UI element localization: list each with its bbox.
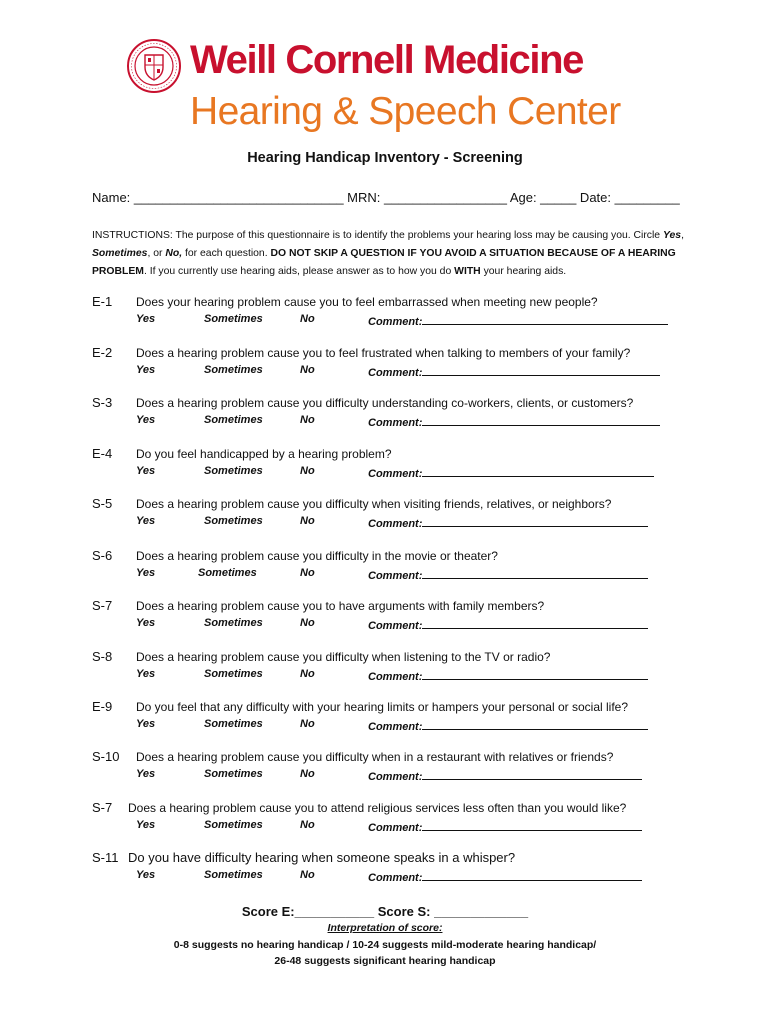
answer-no[interactable]: No xyxy=(300,617,315,629)
question-code: S-7 xyxy=(92,800,113,815)
comment-blank[interactable] xyxy=(422,567,648,579)
question-code: S-10 xyxy=(92,749,120,764)
question-text: Does your hearing problem cause you to feel embarrassed when meeting new people? xyxy=(136,295,598,309)
answer-sometimes[interactable]: Sometimes xyxy=(204,465,263,477)
question-text: Does a hearing problem cause you difficulty when listening to the TV or radio? xyxy=(136,650,551,664)
comment-blank[interactable] xyxy=(422,515,648,527)
comment-field[interactable] xyxy=(368,313,668,328)
question-item xyxy=(92,598,712,638)
answer-yes[interactable]: Yes xyxy=(136,313,156,325)
comment-label: Comment: xyxy=(368,367,423,379)
instructions-warning: DO NOT SKIP A QUESTION IF YOU AVOID A SITUATION BECAUSE OF A HEARING PROBLEM xyxy=(92,248,676,277)
comment-blank[interactable] xyxy=(422,768,642,780)
answer-no[interactable]: No xyxy=(300,515,315,527)
answer-sometimes[interactable]: Sometimes xyxy=(204,668,263,680)
interpretation-line: 26-48 suggests significant hearing handicap xyxy=(274,955,496,967)
patient-info-line: Name: _____________________________ MRN: _________________ Age: _____ Date: _________ xyxy=(92,190,680,205)
question-code: E-9 xyxy=(92,699,113,714)
answer-sometimes[interactable]: Sometimes xyxy=(204,414,263,426)
answer-yes[interactable]: Yes xyxy=(136,515,156,527)
question-text: Do you feel that any difficulty with your hearing limits or hampers your personal or social life? xyxy=(136,700,629,714)
question-item xyxy=(92,649,712,689)
interpretation-line: 0-8 suggests no hearing handicap / 10-24 suggests mild-moderate hearing handicap/ xyxy=(173,939,597,951)
answer-sometimes[interactable]: Sometimes xyxy=(204,768,263,780)
answer-no[interactable]: No xyxy=(300,869,315,881)
question-code: E-2 xyxy=(92,345,113,360)
comment-blank[interactable] xyxy=(422,718,648,730)
comment-field[interactable] xyxy=(368,567,648,582)
question-item xyxy=(92,294,712,334)
answer-yes[interactable]: Yes xyxy=(136,869,156,881)
comment-blank[interactable] xyxy=(422,364,660,376)
comment-blank[interactable] xyxy=(422,668,648,680)
comment-blank[interactable] xyxy=(422,617,648,629)
comment-blank[interactable] xyxy=(422,414,660,426)
comment-label: Comment: xyxy=(368,872,423,884)
question-code: S-6 xyxy=(92,548,113,563)
comment-field[interactable] xyxy=(368,819,642,834)
question-item xyxy=(92,496,712,536)
instructions-text: your hearing aids. xyxy=(480,266,567,277)
question-code: S-3 xyxy=(92,395,113,410)
comment-label: Comment: xyxy=(368,721,423,733)
comment-label: Comment: xyxy=(368,671,423,683)
brand-name: Weill Cornell Medicine xyxy=(190,38,583,82)
question-text: Does a hearing problem cause you difficulty when visiting friends, relatives, or neighbors? xyxy=(136,497,612,511)
comment-blank[interactable] xyxy=(422,465,654,477)
answer-no[interactable]: No xyxy=(300,364,315,376)
question-item xyxy=(92,345,712,385)
instructions-text: INSTRUCTIONS: The purpose of this questionnaire is to identify the problems your hearing loss may be causing you. Circle xyxy=(92,230,663,241)
question-text: Does a hearing problem cause you difficulty understanding co-workers, clients, or customers? xyxy=(136,396,634,410)
answer-no[interactable]: No xyxy=(300,718,315,730)
question-text: Does a hearing problem cause you to feel frustrated when talking to members of your family? xyxy=(136,346,631,360)
answer-no[interactable]: No xyxy=(300,768,315,780)
answer-no[interactable]: No xyxy=(300,819,315,831)
answer-yes[interactable]: Yes xyxy=(136,819,156,831)
comment-blank[interactable] xyxy=(422,819,642,831)
answer-no[interactable]: No xyxy=(300,414,315,426)
question-text: Does a hearing problem cause you to have arguments with family members? xyxy=(136,599,545,613)
question-text: Does a hearing problem cause you difficulty in the movie or theater? xyxy=(136,549,498,563)
comment-label: Comment: xyxy=(368,468,423,480)
comment-label: Comment: xyxy=(368,771,423,783)
instructions xyxy=(92,227,692,281)
instructions-sep: , xyxy=(681,230,684,241)
answer-yes[interactable]: Yes xyxy=(136,718,156,730)
answer-yes[interactable]: Yes xyxy=(136,668,156,680)
answer-sometimes[interactable]: Sometimes xyxy=(198,567,257,579)
option-no: No, xyxy=(165,248,183,259)
question-item xyxy=(92,446,712,486)
question-item xyxy=(92,395,712,435)
answer-yes[interactable]: Yes xyxy=(136,465,156,477)
question-code: S-8 xyxy=(92,649,113,664)
comment-field[interactable] xyxy=(368,768,642,783)
answer-yes[interactable]: Yes xyxy=(136,414,156,426)
answer-no[interactable]: No xyxy=(300,668,315,680)
answer-yes[interactable]: Yes xyxy=(136,567,156,579)
answer-sometimes[interactable]: Sometimes xyxy=(204,718,263,730)
answer-yes[interactable]: Yes xyxy=(136,617,156,629)
page-title: Hearing Handicap Inventory - Screening xyxy=(247,150,523,166)
instructions-emphasis: WITH xyxy=(454,266,481,277)
answer-no[interactable]: No xyxy=(300,567,315,579)
question-text: Does a hearing problem cause you difficulty when in a restaurant with relatives or friends? xyxy=(136,750,614,764)
comment-label: Comment: xyxy=(368,570,423,582)
comment-blank[interactable] xyxy=(422,869,642,881)
answer-sometimes[interactable]: Sometimes xyxy=(204,313,263,325)
instructions-sep: , or xyxy=(147,248,166,259)
option-sometimes: Sometimes xyxy=(92,248,148,259)
question-item xyxy=(92,850,712,890)
comment-field[interactable] xyxy=(368,414,660,429)
comment-label: Comment: xyxy=(368,822,423,834)
question-code: E-1 xyxy=(92,294,113,309)
question-item xyxy=(92,749,712,789)
answer-sometimes[interactable]: Sometimes xyxy=(204,364,263,376)
comment-label: Comment: xyxy=(368,316,423,328)
answer-no[interactable]: No xyxy=(300,465,315,477)
answer-sometimes[interactable]: Sometimes xyxy=(204,515,263,527)
score-line: Score E:___________ Score S: _____________ xyxy=(241,904,529,919)
comment-field[interactable] xyxy=(368,668,648,683)
answer-sometimes[interactable]: Sometimes xyxy=(204,819,263,831)
comment-label: Comment: xyxy=(368,620,423,632)
question-code: E-4 xyxy=(92,446,113,461)
instructions-text: for each question. xyxy=(182,248,271,259)
question-text: Do you have difficulty hearing when someone speaks in a whisper? xyxy=(128,850,516,865)
comment-label: Comment: xyxy=(368,518,423,530)
university-seal-icon xyxy=(126,38,182,94)
question-item xyxy=(92,800,712,840)
question-code: S-7 xyxy=(92,598,113,613)
question-text: Do you feel handicapped by a hearing problem? xyxy=(136,447,392,461)
question-code: S-5 xyxy=(92,496,113,511)
interpretation-title: Interpretation of score: xyxy=(327,922,443,934)
answer-no[interactable]: No xyxy=(300,313,315,325)
comment-field[interactable] xyxy=(368,869,642,884)
answer-sometimes[interactable]: Sometimes xyxy=(204,869,263,881)
question-item xyxy=(92,548,712,588)
header xyxy=(126,36,686,136)
comment-field[interactable] xyxy=(368,364,660,379)
question-item xyxy=(92,699,712,739)
answer-yes[interactable]: Yes xyxy=(136,364,156,376)
option-yes: Yes xyxy=(662,230,682,241)
question-text: Does a hearing problem cause you to attend religious services less often than you would like? xyxy=(128,801,627,815)
instructions-text: . If you currently use hearing aids, please answer as to how you do xyxy=(143,266,455,277)
comment-field[interactable] xyxy=(368,617,648,632)
question-code: S-11 xyxy=(92,850,119,865)
answer-sometimes[interactable]: Sometimes xyxy=(204,617,263,629)
comment-label: Comment: xyxy=(368,417,423,429)
comment-blank[interactable] xyxy=(422,313,668,325)
comment-field[interactable] xyxy=(368,515,648,530)
comment-field[interactable] xyxy=(368,465,654,480)
answer-yes[interactable]: Yes xyxy=(136,768,156,780)
comment-field[interactable] xyxy=(368,718,648,733)
center-name: Hearing & Speech Center xyxy=(190,90,621,133)
